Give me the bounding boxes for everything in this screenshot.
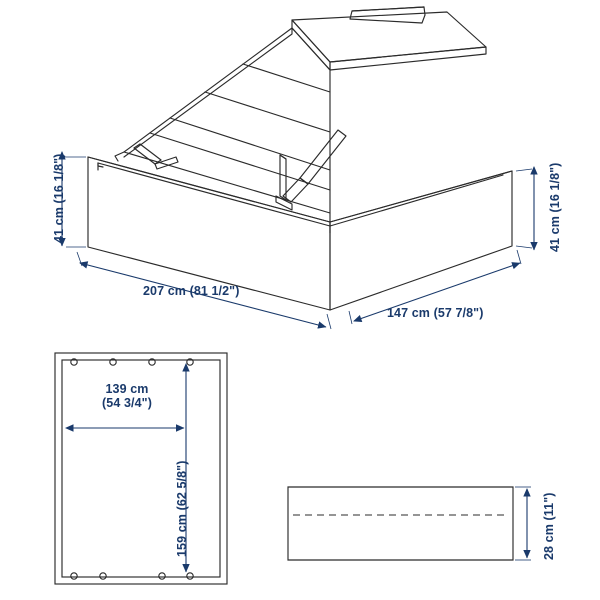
dimension-label-base-width-cm: 139 cm bbox=[105, 382, 149, 396]
dimension-label-length: 207 cm (81 1/2") bbox=[143, 284, 240, 298]
perspective-dimension-lines bbox=[62, 152, 534, 329]
perspective-view-geometry bbox=[88, 7, 512, 310]
dimension-label-side-height: 28 cm (11") bbox=[542, 492, 556, 560]
dimension-label-base-width-in: (54 3/4") bbox=[102, 396, 152, 410]
dimension-label-base-length: 159 cm (62 5/8") bbox=[175, 460, 189, 557]
dimension-label-height-left: 41 cm (16 1/8") bbox=[52, 153, 66, 243]
dimension-label-height-right: 41 cm (16 1/8") bbox=[548, 162, 562, 252]
dimension-label-base-width bbox=[72, 382, 182, 410]
dimension-label-width: 147 cm (57 7/8") bbox=[387, 306, 484, 320]
side-view-dimension-lines bbox=[515, 487, 531, 560]
side-view-geometry bbox=[288, 487, 513, 560]
